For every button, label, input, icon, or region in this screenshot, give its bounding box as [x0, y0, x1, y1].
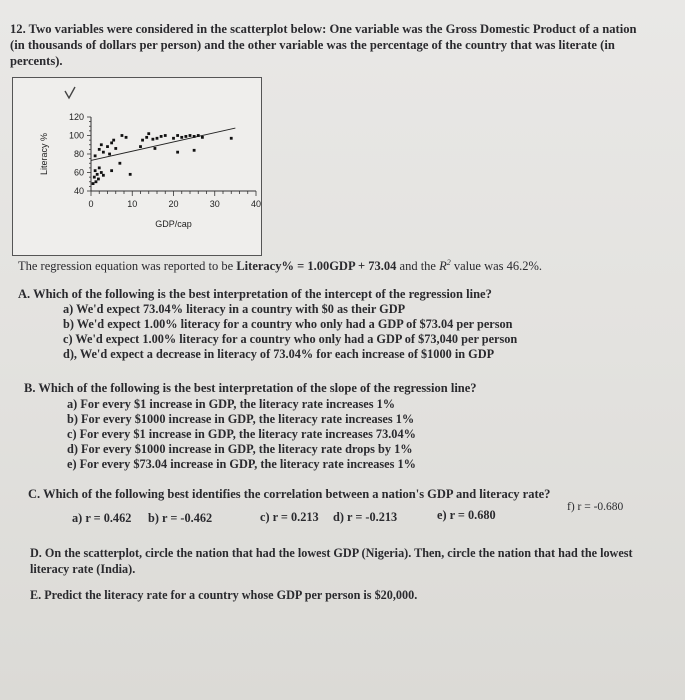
part-e-question: E. Predict the literacy rate for a country whose GDP per person is $20,000. [30, 588, 418, 602]
x-tick-label: 30 [209, 199, 220, 209]
data-point [189, 134, 192, 137]
regression-suffix: value was 46.2%. [453, 259, 543, 274]
data-point [100, 143, 103, 146]
y-tick-label: 80 [73, 149, 84, 159]
data-point [141, 139, 144, 142]
part-a-option-c[interactable]: c) We'd expect 1.00% literacy for a country who only had a GDP of $73,040 per person [63, 332, 518, 346]
part-c-option-d[interactable]: d) r = -0.213 [333, 510, 398, 524]
part-b-option-b[interactable]: b) For every $1000 increase in GDP, the literacy rate increases 1% [67, 412, 415, 426]
part-b-option-d[interactable]: d) For every $1000 increase in GDP, the literacy rate drops by 1% [67, 442, 413, 456]
data-point [102, 151, 105, 154]
data-point [230, 137, 233, 140]
data-point [95, 180, 98, 183]
question-text-3: percents). [10, 54, 63, 68]
part-b-option-c[interactable]: c) For every $1 increase in GDP, the literacy rate increases 73.04% [67, 427, 416, 441]
question-line-1 [10, 22, 637, 36]
part-c-option-f[interactable]: f) r = -0.680 [567, 501, 624, 513]
data-point [201, 136, 204, 139]
data-point [100, 171, 103, 174]
part-b-option-e[interactable]: e) For every $73.04 increase in GDP, the literacy rate increases 1% [67, 457, 416, 471]
data-point [145, 136, 148, 139]
data-point [156, 137, 159, 140]
part-c-option-e[interactable]: e) r = 0.680 [437, 508, 496, 522]
data-point [106, 145, 109, 148]
part-a-option-b[interactable]: b) We'd expect 1.00% literacy for a country who only had a GDP of $73.04 per person [63, 317, 513, 331]
part-d-line-2: literacy rate (India). [30, 562, 136, 576]
data-point [151, 138, 154, 141]
data-point [118, 162, 121, 165]
data-point [98, 148, 101, 151]
data-point [160, 135, 163, 138]
data-point [184, 135, 187, 138]
scatterplot-frame [12, 77, 262, 256]
data-point [125, 136, 128, 139]
data-point [110, 169, 113, 172]
part-a-option-a[interactable]: a) We'd expect 73.04% literacy in a country with $0 as their GDP [63, 302, 406, 316]
question-text-2: (in thousands of dollars per person) and the other variable was the percentage of the country that was literate (in [10, 38, 615, 52]
data-point [139, 145, 142, 148]
data-point [154, 147, 157, 150]
part-d-line-1: D. On the scatterplot, circle the nation that had the lowest GDP (Nigeria). Then, circle the nation that had the lowest [30, 546, 633, 560]
question-number: 12. [10, 22, 26, 36]
y-tick-label: 100 [68, 130, 84, 141]
part-a-question: A. Which of the following is the best interpretation of the intercept of the regression line? [18, 287, 492, 301]
question-text-1: Two variables were considered in the scatterplot below: One variable was the Gross Domestic Product of a nation [28, 22, 637, 36]
checkmark-doodle [65, 87, 75, 98]
y-axis-label: Literacy % [39, 132, 49, 176]
data-point [114, 147, 117, 150]
data-point [193, 149, 196, 152]
regression-prefix: The regression equation was reported to be [18, 259, 234, 274]
data-point [172, 137, 175, 140]
data-point [197, 134, 200, 137]
r-squared-symbol: $R^2$ [439, 258, 451, 274]
data-point [176, 151, 179, 154]
regression-middle: and the [399, 259, 436, 274]
part-c-option-c[interactable]: c) r = 0.213 [260, 510, 319, 524]
data-point [94, 169, 97, 172]
data-point [147, 132, 150, 135]
data-point [164, 134, 167, 137]
regression-statement [18, 256, 542, 273]
part-b-option-a[interactable]: a) For every $1 increase in GDP, the literacy rate increases 1% [67, 397, 396, 411]
scatterplot [13, 78, 261, 255]
data-point [93, 176, 96, 179]
part-c-question: C. Which of the following best identifies the correlation between a nation's GDP and literacy rate? [28, 487, 551, 501]
data-point [176, 134, 179, 137]
y-tick-label: 60 [73, 167, 84, 178]
part-b-question: B. Which of the following is the best interpretation of the slope of the regression line? [24, 381, 477, 395]
part-a-option-d[interactable]: d), We'd expect a decrease in literacy of 73.04% for each increase of $1000 in GDP [63, 347, 495, 361]
data-point [102, 174, 105, 177]
data-point [193, 135, 196, 138]
data-point [112, 139, 115, 142]
data-point [121, 134, 124, 137]
data-point [92, 182, 95, 185]
y-tick-label: 120 [68, 112, 84, 122]
x-tick-label: 10 [127, 199, 138, 209]
part-c-option-b[interactable]: b) r = -0.462 [148, 511, 213, 525]
data-point [97, 178, 100, 181]
data-point [96, 173, 99, 176]
data-point [110, 142, 113, 145]
x-tick-label: 20 [168, 199, 179, 209]
data-point [98, 166, 101, 169]
data-point [129, 173, 132, 176]
x-tick-label: 0 [88, 199, 94, 209]
data-point [94, 154, 97, 157]
y-tick-label: 40 [73, 186, 84, 196]
data-point [108, 153, 111, 156]
x-axis-label: GDP/cap [155, 219, 192, 229]
part-c-option-a[interactable]: a) r = 0.462 [72, 511, 132, 525]
data-point [180, 136, 183, 139]
x-tick-label: 40 [250, 199, 261, 209]
regression-equation: Literacy% = 1.00GDP + 73.04 [236, 259, 397, 274]
